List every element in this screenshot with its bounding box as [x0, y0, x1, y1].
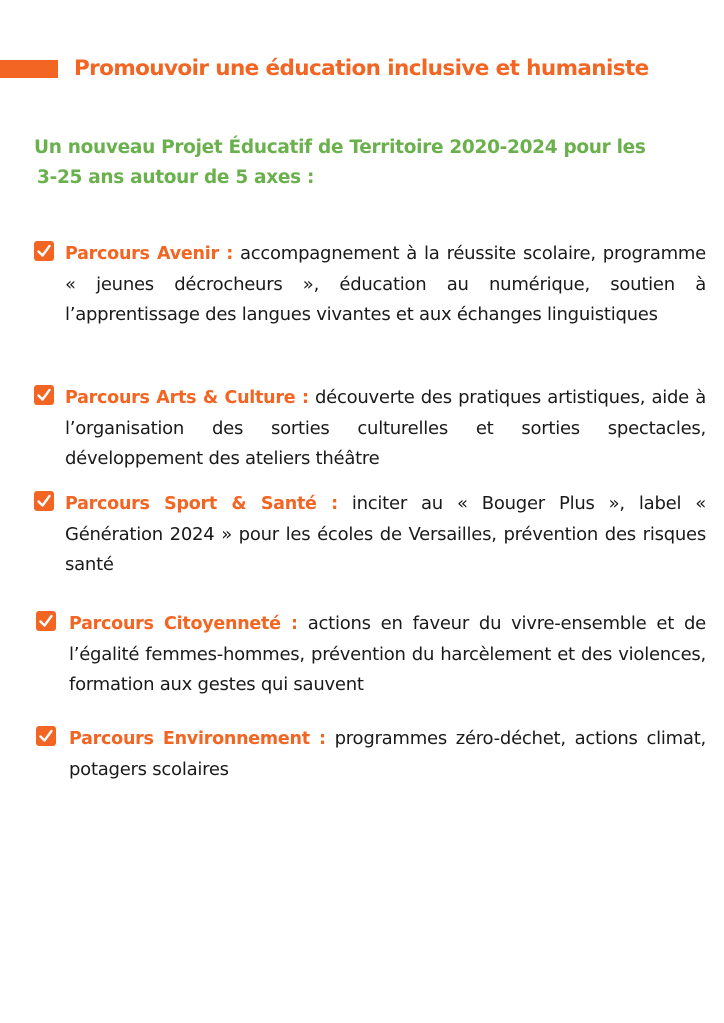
- title-accent-bar: [0, 60, 58, 78]
- axis-item-text: [69, 724, 706, 785]
- checkbox-checked-icon: [36, 726, 56, 746]
- axis-item-label: Parcours Environnement :: [69, 729, 326, 749]
- axis-item-label: Parcours Avenir :: [65, 244, 233, 264]
- axis-item-description: programmes zéro-déchet, actions climat, potagers scolaires: [69, 728, 706, 780]
- axis-item-label: Parcours Citoyenneté :: [69, 614, 298, 634]
- axis-item-arts-culture: [34, 383, 706, 475]
- intro-line-2: 3-25 ans autour de 5 axes :: [37, 167, 315, 188]
- intro-subtitle: [34, 133, 694, 193]
- checkbox-checked-icon: [34, 241, 54, 261]
- axis-item-environnement: [34, 724, 706, 785]
- axis-item-description: accompagnement à la réussite scolaire, programme « jeunes décrocheurs », éducation au numérique, soutien à l’apprentissage des langues vivantes et aux échanges linguistiques: [65, 243, 706, 325]
- checkbox-checked-icon: [34, 491, 54, 511]
- intro-line-1: Un nouveau Projet Éducatif de Territoire 2020-2024 pour les: [34, 137, 646, 158]
- axis-item-avenir: [34, 239, 706, 331]
- axis-item-text: [65, 489, 706, 581]
- axis-item-description: inciter au « Bouger Plus », label « Génération 2024 » pour les écoles de Versailles, prévention des risques santé: [65, 493, 706, 575]
- page-title: Promouvoir une éducation inclusive et humaniste: [74, 56, 649, 81]
- checkbox-checked-icon: [36, 611, 56, 631]
- axis-item-label: Parcours Arts & Culture :: [65, 388, 309, 408]
- axis-item-text: [65, 383, 706, 475]
- axis-item-description: découverte des pratiques artistiques, aide à l’organisation des sorties culturelles et sorties spectacles, développement des ateliers théâtre: [65, 387, 706, 469]
- axis-item-citoyennete: [34, 609, 706, 701]
- axis-item-label: Parcours Sport & Santé :: [65, 494, 338, 514]
- axis-item-text: [65, 239, 706, 331]
- axis-item-description: actions en faveur du vivre-ensemble et de l’égalité femmes-hommes, prévention du harcèlement et des violences, formation aux gestes qui sauvent: [69, 613, 706, 695]
- checkbox-checked-icon: [34, 385, 54, 405]
- axis-item-sport-sante: [34, 489, 706, 581]
- axis-item-text: [69, 609, 706, 701]
